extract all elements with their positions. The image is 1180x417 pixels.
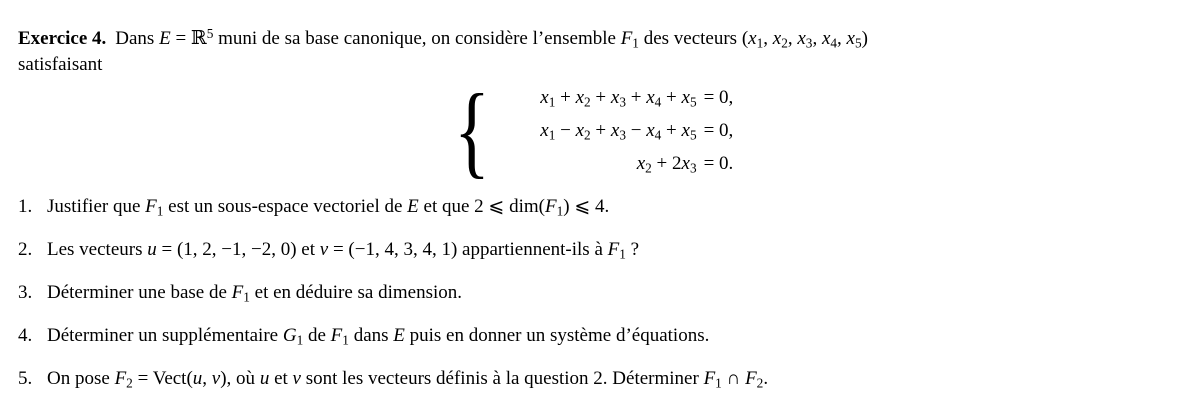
intro-line-2: satisfaisant — [18, 54, 103, 75]
exercise-intro — [18, 26, 1162, 78]
question-number: 3. — [18, 282, 33, 303]
equation-rhs: = 0, — [703, 87, 734, 108]
left-brace: { — [453, 72, 490, 188]
equation-lhs: $x_2 + 2x_3$ — [636, 153, 697, 176]
question-item — [18, 323, 1162, 349]
question-list — [18, 194, 1162, 392]
question-item — [18, 366, 1162, 392]
question-number: 2. — [18, 239, 33, 260]
intro-text: Dans E = ℝ$^5$ muni de sa base canonique, on considère l’ensemble $F_1$ des vecteurs ($x_1$, $x_2$, $x_3$, $x_4$, $x_5$) — [115, 26, 868, 51]
question-number: 4. — [18, 325, 33, 346]
equation-rhs: = 0, — [703, 120, 734, 141]
question-number: 1. — [18, 196, 33, 217]
question-text: Les vecteurs u = (1, 2, −1, −2, 0) et v = (−1, 4, 3, 4, 1) appartiennent-ils à $F_1$ ? — [47, 239, 640, 262]
equation-system — [18, 72, 1162, 188]
question-text: Justifier que $F_1$ est un sous-espace vectoriel de E et que 2 ⩽ $dim(F_1)$ ⩽ 4. — [47, 196, 610, 219]
equation-row — [501, 147, 734, 180]
equation-rhs: = 0. — [703, 153, 734, 174]
question-text: On pose $F_2$ = Vect(u, v), où u et v sont les vecteurs définis à la question 2. Déterminer $F_1$ ∩ $F_2$. — [47, 368, 769, 391]
question-number: 5. — [18, 368, 33, 389]
intro-line-1 — [18, 26, 1162, 52]
exercise-label: Exercice 4. — [18, 28, 107, 49]
equation-list — [501, 81, 734, 180]
question-text: Déterminer un supplémentaire $G_1$ de $F_1$ dans E puis en donner un système d’équations. — [47, 325, 710, 348]
equation-lhs: $x_1 - x_2 + x_3 - x_4 + x_5$ — [540, 120, 697, 143]
equation-row — [501, 81, 734, 114]
question-item — [18, 280, 1162, 306]
question-text: Déterminer une base de $F_1$ et en déduire sa dimension. — [47, 282, 463, 305]
question-item — [18, 237, 1162, 263]
question-item — [18, 194, 1162, 220]
equation-row — [501, 114, 734, 147]
equation-lhs: $x_1 + x_2 + x_3 + x_4 + x_5$ — [540, 87, 697, 110]
